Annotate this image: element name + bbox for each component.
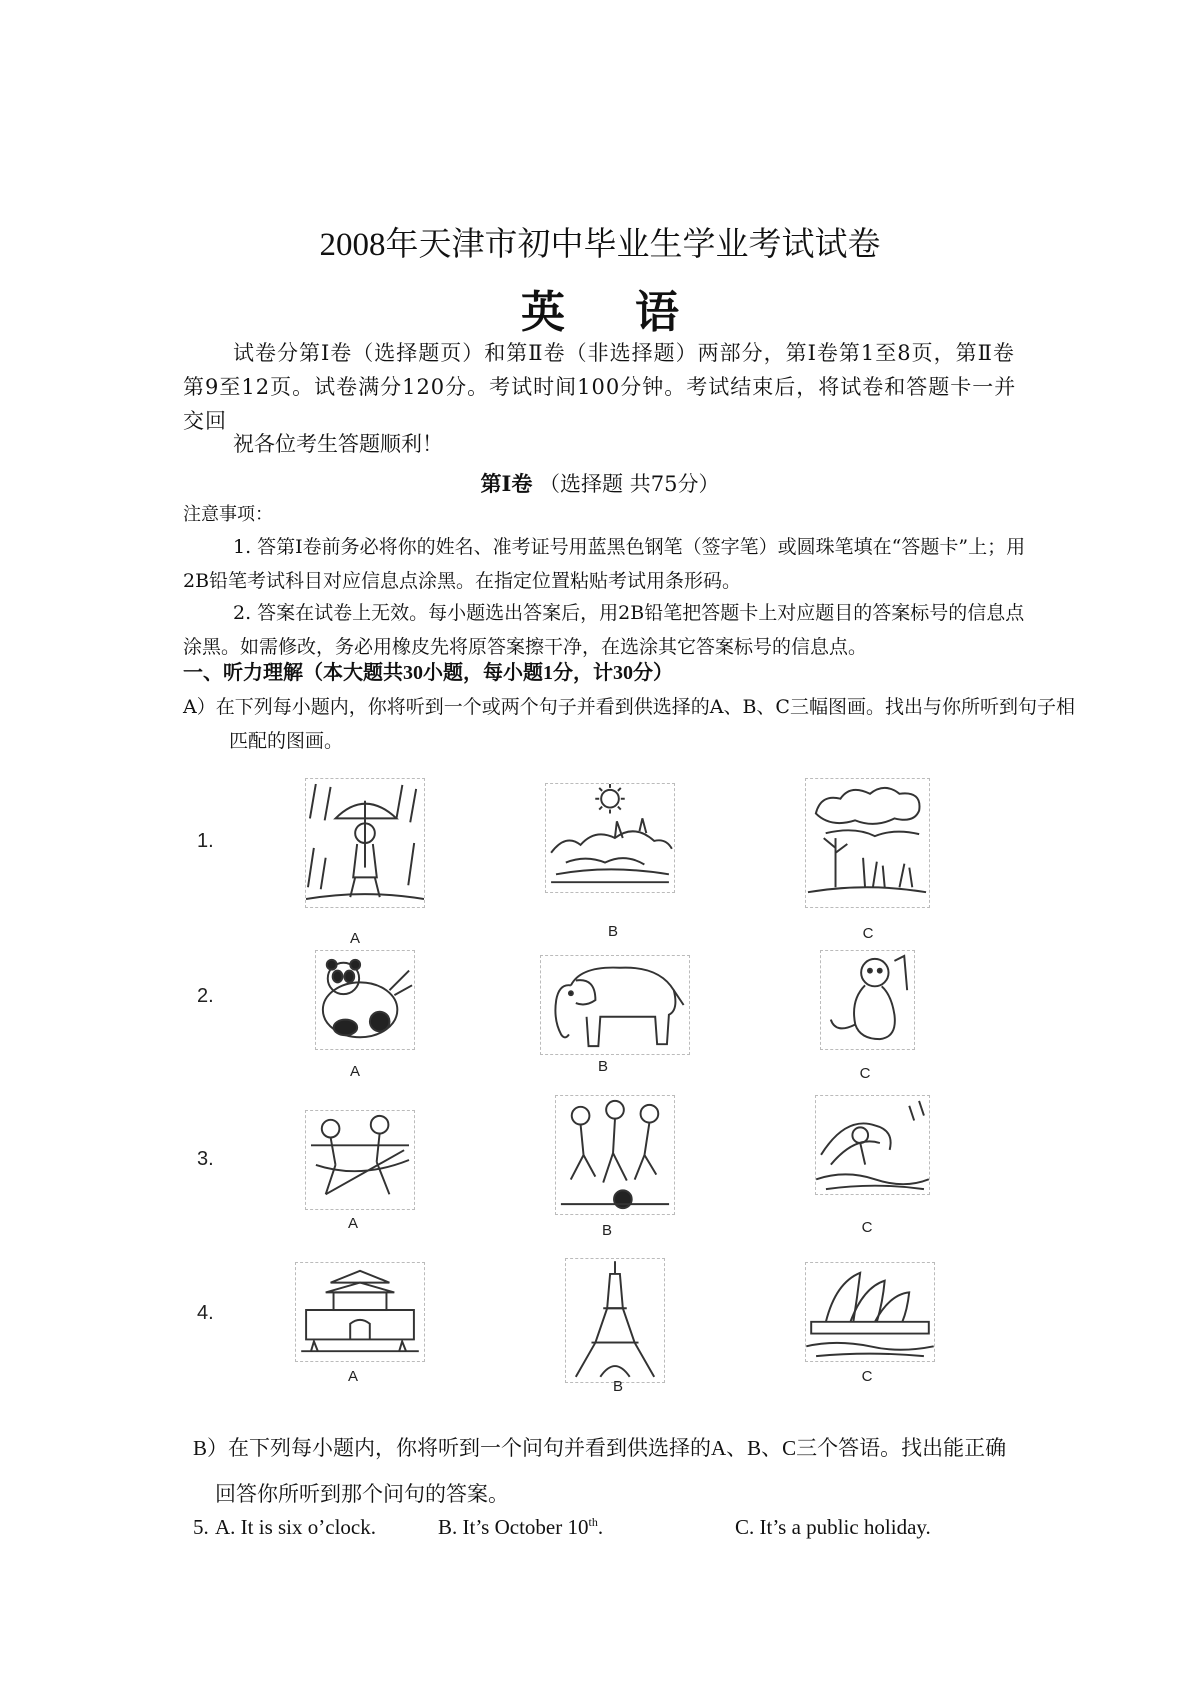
option-label: C [861, 1219, 873, 1236]
subject-title: 英语 [521, 287, 749, 338]
option-label: C [859, 1065, 871, 1082]
part-b-line-2: 回答你所听到那个问句的答案。 [215, 1482, 509, 1506]
sunny-landscape-icon [545, 783, 675, 893]
panda-icon [315, 950, 415, 1050]
tiananmen-icon [295, 1262, 425, 1362]
option-label: A [349, 1063, 360, 1080]
eiffel-tower-icon [565, 1258, 665, 1383]
soccer-icon [555, 1095, 675, 1215]
question-number: 1. [197, 830, 214, 852]
surfing-icon [815, 1095, 930, 1195]
volume-desc: （选择题 共75分） [539, 472, 720, 496]
note-item-2: 2. 答案在试卷上无效。每小题选出答案后，用2B铅笔把答题卡上对应题目的答案标号的信息点涂黑。如需修改，务必用橡皮先将原答案擦干净，在选涂其它答案标号的信息点。 [183, 602, 1025, 658]
exam-title: 2008年天津市初中毕业生学业考试试卷 [319, 227, 881, 263]
q5-option-a: A. It is six o’clock. [215, 1515, 376, 1539]
volume-name: 第Ⅰ卷 [480, 471, 533, 496]
q5-option-b-text: B. It’s October 10 [438, 1515, 589, 1539]
option-label: A [347, 1368, 358, 1385]
question-number: 4. [197, 1302, 214, 1324]
intro-paragraph: 试卷分第Ⅰ卷（选择题页）和第Ⅱ卷（非选择题）两部分，第Ⅰ卷第1至8页，第Ⅱ卷第9至12页。试卷满分120分。考试时间100分钟。考试结束后，将试卷和答题卡一并交回 [183, 341, 1017, 433]
part-a-instructions: A）在下列每小题内，你将听到一个或两个句子并看到供选择的A、B、C三幅图画。找出与你所听到句子相匹配的图画。 [183, 696, 1075, 752]
rain-umbrella-icon [305, 778, 425, 908]
question-number: 3. [197, 1148, 214, 1170]
q5-option-b [438, 1515, 603, 1540]
monkey-icon [820, 950, 915, 1050]
option-label: B [607, 923, 618, 940]
option-label: C [861, 1368, 873, 1385]
option-label: A [349, 930, 360, 947]
option-label: C [862, 925, 874, 942]
option-label: B [612, 1378, 623, 1395]
notes-heading: 注意事项： [183, 504, 273, 525]
part-b-line-1: B）在下列每小题内，你将听到一个问句并看到供选择的A、B、C三个答语。找出能正确 [193, 1436, 1007, 1460]
option-label: B [597, 1058, 608, 1075]
q5-option-c: C. It’s a public holiday. [735, 1515, 931, 1539]
elephant-icon [540, 955, 690, 1055]
volume-heading [0, 468, 1200, 498]
question-number: 2. [197, 985, 214, 1007]
q5-option-b-sup: th [588, 1515, 598, 1529]
rowing-icon [305, 1110, 415, 1210]
part-b-instructions [193, 1425, 1053, 1517]
wish-line: 祝各位考生答题顺利！ [233, 432, 443, 456]
option-label: A [347, 1215, 358, 1232]
note-item-1: 1. 答第Ⅰ卷前务必将你的姓名、准考证号用蓝黑色钢笔（签字笔）或圆珠笔填在“答题卡”上；用2B铅笔考试科目对应信息点涂黑。在指定位置粘贴考试用条形码。 [183, 536, 1026, 592]
section-heading: 一、听力理解（本大题共30小题，每小题1分，计30分） [183, 662, 673, 684]
q5-number: 5. [193, 1515, 209, 1539]
option-label: B [601, 1222, 612, 1239]
cloudy-landscape-icon [805, 778, 930, 908]
sydney-opera-house-icon [805, 1262, 935, 1362]
q5-option-b-end: . [597, 1515, 604, 1539]
